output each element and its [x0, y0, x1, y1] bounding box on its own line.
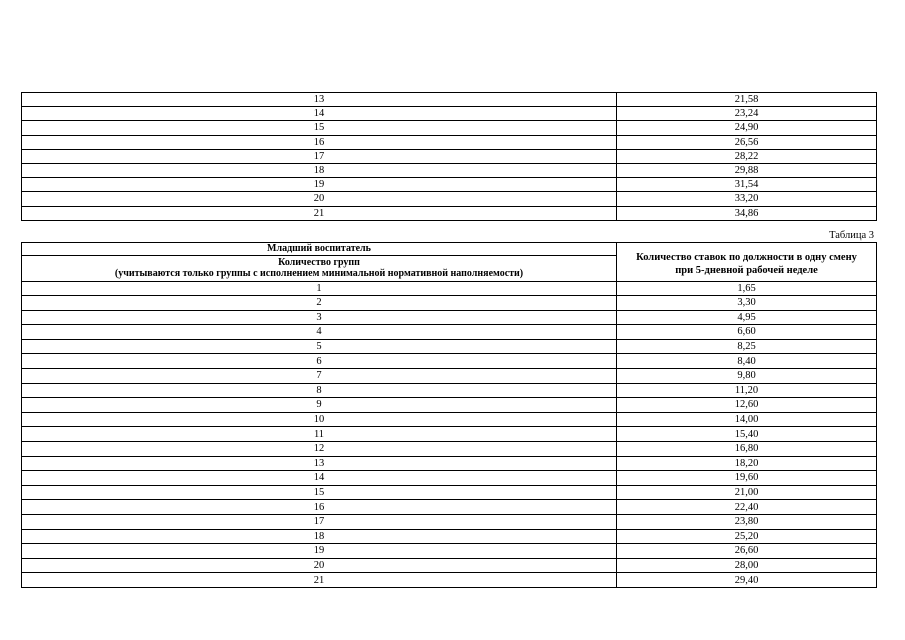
header-left-sub — [22, 255, 617, 281]
group-count-cell: 14 — [22, 471, 617, 486]
table-row — [22, 427, 877, 442]
rate-count-cell: 6,60 — [617, 325, 877, 340]
rate-count-cell: 11,20 — [617, 383, 877, 398]
table-row — [22, 515, 877, 530]
table-3-body — [22, 281, 877, 587]
header-left-sub-line1: Количество групп — [278, 256, 360, 268]
table-row — [22, 442, 877, 457]
rate-count-cell: 15,40 — [617, 427, 877, 442]
rate-count-cell: 14,00 — [617, 412, 877, 427]
rate-count-cell: 28,22 — [617, 149, 877, 163]
rate-count-cell: 26,60 — [617, 544, 877, 559]
rate-count-cell: 31,54 — [617, 178, 877, 192]
table-row — [22, 369, 877, 384]
rate-count-cell: 22,40 — [617, 500, 877, 515]
table-row — [22, 164, 877, 178]
table-row — [22, 383, 877, 398]
table-row — [22, 325, 877, 340]
rate-count-cell: 34,86 — [617, 206, 877, 220]
rate-count-cell: 4,95 — [617, 310, 877, 325]
rate-count-cell: 8,25 — [617, 339, 877, 354]
group-count-cell: 17 — [22, 515, 617, 530]
group-count-cell: 5 — [22, 339, 617, 354]
rate-count-cell: 18,20 — [617, 456, 877, 471]
rate-count-cell: 16,80 — [617, 442, 877, 457]
header-left-title: Младший воспитатель — [22, 243, 617, 256]
table-row — [22, 192, 877, 206]
group-count-cell: 8 — [22, 383, 617, 398]
table-row — [22, 544, 877, 559]
group-count-cell: 4 — [22, 325, 617, 340]
rate-count-cell: 19,60 — [617, 471, 877, 486]
table-row — [22, 485, 877, 500]
group-count-cell: 19 — [22, 544, 617, 559]
group-count-cell: 16 — [22, 135, 617, 149]
group-count-cell: 21 — [22, 206, 617, 220]
table-row — [22, 107, 877, 121]
rate-count-cell: 33,20 — [617, 192, 877, 206]
table-row — [22, 178, 877, 192]
rate-count-cell: 12,60 — [617, 398, 877, 413]
group-count-cell: 12 — [22, 442, 617, 457]
group-count-cell: 15 — [22, 485, 617, 500]
group-count-cell: 6 — [22, 354, 617, 369]
table-row — [22, 558, 877, 573]
table-row — [22, 456, 877, 471]
group-count-cell: 17 — [22, 149, 617, 163]
rate-count-cell: 29,40 — [617, 573, 877, 588]
rate-count-cell: 23,24 — [617, 107, 877, 121]
group-count-cell: 10 — [22, 412, 617, 427]
table-row — [22, 296, 877, 311]
table-row — [22, 135, 877, 149]
rate-count-cell: 3,30 — [617, 296, 877, 311]
table-row — [22, 206, 877, 220]
rate-count-cell: 23,80 — [617, 515, 877, 530]
rate-count-cell: 26,56 — [617, 135, 877, 149]
table-3 — [21, 242, 877, 588]
group-count-cell: 21 — [22, 573, 617, 588]
group-count-cell: 19 — [22, 178, 617, 192]
rate-count-cell: 21,00 — [617, 485, 877, 500]
table-row — [22, 354, 877, 369]
group-count-cell: 18 — [22, 529, 617, 544]
group-count-cell: 1 — [22, 281, 617, 296]
rate-count-cell: 21,58 — [617, 93, 877, 107]
rate-count-cell: 25,20 — [617, 529, 877, 544]
table-3-caption: Таблица 3 — [829, 230, 874, 241]
table-row — [22, 121, 877, 135]
header-left-sub-line2: (учитываются только группы с исполнением минимальной нормативной наполняемости) — [114, 268, 524, 279]
rate-count-cell: 24,90 — [617, 121, 877, 135]
group-count-cell: 16 — [22, 500, 617, 515]
group-count-cell: 13 — [22, 93, 617, 107]
table-row — [22, 149, 877, 163]
group-count-cell: 15 — [22, 121, 617, 135]
table-continuation — [21, 92, 877, 221]
table-row — [22, 412, 877, 427]
rate-count-cell: 28,00 — [617, 558, 877, 573]
table-row — [22, 310, 877, 325]
group-count-cell: 20 — [22, 558, 617, 573]
table-row — [22, 500, 877, 515]
group-count-cell: 18 — [22, 164, 617, 178]
table-row — [22, 573, 877, 588]
table-row — [22, 281, 877, 296]
rate-count-cell: 8,40 — [617, 354, 877, 369]
group-count-cell: 20 — [22, 192, 617, 206]
header-right — [617, 243, 877, 282]
group-count-cell: 9 — [22, 398, 617, 413]
group-count-cell: 3 — [22, 310, 617, 325]
table-row — [22, 93, 877, 107]
table-row — [22, 398, 877, 413]
rate-count-cell: 1,65 — [617, 281, 877, 296]
rate-count-cell: 9,80 — [617, 369, 877, 384]
table-row — [22, 339, 877, 354]
table-row — [22, 529, 877, 544]
group-count-cell: 2 — [22, 296, 617, 311]
table-row — [22, 471, 877, 486]
header-right-line1: Количество ставок по должности в одну смену — [636, 251, 857, 263]
header-right-line2: при 5-дневной рабочей неделе — [675, 264, 818, 276]
group-count-cell: 11 — [22, 427, 617, 442]
rate-count-cell: 29,88 — [617, 164, 877, 178]
group-count-cell: 14 — [22, 107, 617, 121]
table-continuation-body — [22, 93, 877, 221]
group-count-cell: 13 — [22, 456, 617, 471]
group-count-cell: 7 — [22, 369, 617, 384]
